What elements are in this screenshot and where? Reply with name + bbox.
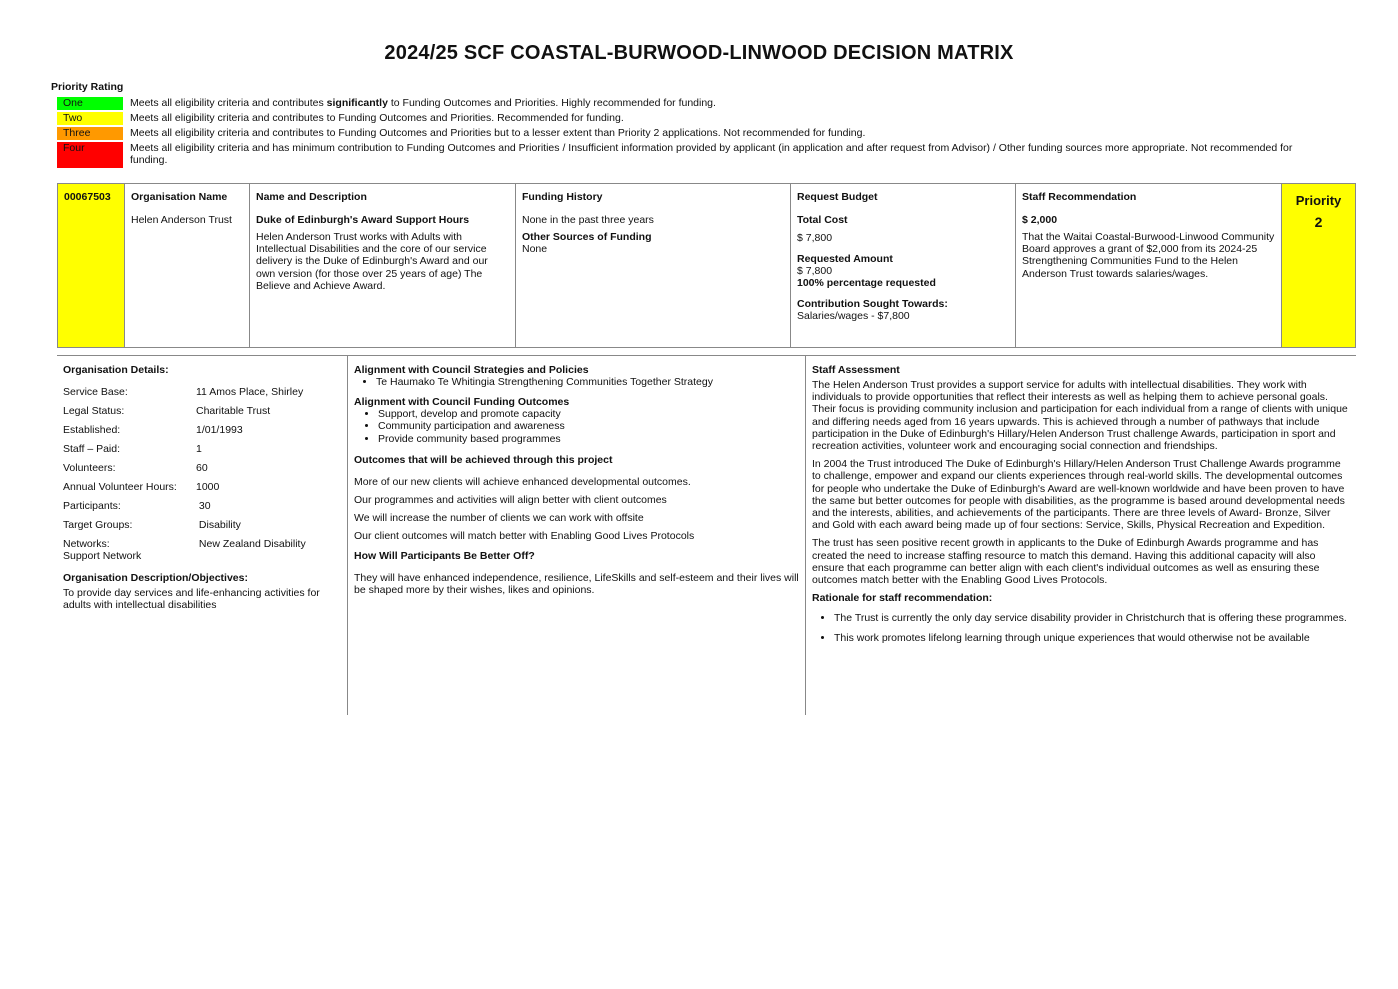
priority-heading: Priority [1295, 193, 1342, 208]
organisation-description-heading: Organisation Description/Objectives: [63, 572, 248, 584]
requested-label: Requested Amount [797, 253, 893, 265]
staff-assessment-panel [806, 356, 1356, 715]
detail-row: Participants: 30 [63, 500, 211, 512]
priority-swatch-three: Three [57, 127, 123, 140]
staff-recommendation-text: That the Waitai Coastal-Burwood-Linwood Community Board approves a grant of $2,000 from its 2024-25 Strengthening Communities Fund to the Helen Anderson Trust towards salaries/wages. [1022, 231, 1275, 280]
organisation-details-heading: Organisation Details: [63, 364, 169, 376]
page-title: 2024/25 SCF COASTAL-BURWOOD-LINWOOD DECISION MATRIX [384, 42, 1014, 64]
list-item: • The Trust is currently the only day service disability provider in Christchurch that is offering these programmes. [834, 612, 1350, 625]
project-heading: Name and Description [256, 191, 367, 203]
detail-row: Annual Volunteer Hours: 1000 [63, 481, 220, 493]
list-item: • Support, develop and promote capacity [378, 408, 799, 421]
contribution-label: Contribution Sought Towards: [797, 298, 948, 310]
contribution-value: Salaries/wages - $7,800 [797, 310, 910, 322]
requested-amount: $ 7,800 [797, 265, 833, 277]
priority-description: Meets all eligibility criteria and contributes to Funding Outcomes and Priorities. Recommended for funding. [130, 112, 624, 124]
project-outcome: More of our new clients will achieve enhanced developmental outcomes. [354, 476, 691, 488]
assessment-paragraph: In 2004 the Trust introduced The Duke of Edinburgh's Hillary/Helen Anderson Trust Challenge Awards programme to challenge, empower and expand our clients experiences through real-world skills. The developmental outcomes for people who undertake the Duke of Edinburgh's Award are well-known worldwide and have been proven to have the same but better outcomes for people with disabilities, as the programme is based around developmental needs and the interests, abilities, and achievements of the participants. There are three levels of Award- Bronze, Silver and Gold with each award being made up of four sections: Service, Skills, Physical Recreation and Expedition. [812, 458, 1345, 532]
funding-heading: Funding History [522, 191, 603, 203]
rationale-list [812, 612, 1350, 644]
budget-cell [791, 184, 1016, 347]
priority-swatch-one: One [57, 97, 123, 110]
organisation-details-panel [57, 356, 348, 715]
detail-row: Legal Status: Charitable Trust [63, 405, 271, 417]
organisation-description: To provide day services and life-enhancing activities for adults with intellectual disabilities [63, 587, 320, 612]
priority-legend-row [57, 112, 1327, 125]
strategies-heading: Alignment with Council Strategies and Policies [354, 364, 589, 376]
organisation-heading: Organisation Name [131, 191, 228, 203]
detail-row: Established: 1/01/1993 [63, 424, 243, 436]
priority-description: Meets all eligibility criteria and has minimum contribution to Funding Outcomes and Priorities / Insufficient information provided by applicant (in application and after request from Advisor) / Other funding sources more appropriate. Not recommended for funding. [130, 142, 1293, 166]
detail-row: Staff – Paid: 1 [63, 443, 202, 455]
list-item: • Community participation and awareness [378, 420, 799, 433]
detail-row: Service Base: 11 Amos Place, Shirley [63, 386, 304, 398]
priority-legend [57, 97, 1327, 170]
percentage-requested: 100% percentage requested [797, 277, 936, 289]
priority-swatch-two: Two [57, 112, 123, 125]
project-outcomes-heading: Outcomes that will be achieved through this project [354, 454, 613, 466]
application-id: 00067503 [58, 184, 125, 347]
priority-description: Meets all eligibility criteria and contributes to Funding Outcomes and Priorities but to a lesser extent than Priority 2 applications. Not recommended for funding. [130, 127, 866, 139]
priority-legend-row [57, 142, 1327, 168]
project-cell [250, 184, 516, 347]
rationale-heading: Rationale for staff recommendation: [812, 592, 993, 605]
staff-recommendation-cell [1016, 184, 1282, 347]
staff-recommendation-heading: Staff Recommendation [1022, 191, 1137, 203]
funding-outcomes-heading: Alignment with Council Funding Outcomes [354, 395, 570, 408]
funding-outcomes-list [354, 408, 799, 446]
better-off-text: They will have enhanced independence, resilience, LifeSkills and self-esteem and their lives will be shaped more by their wishes, likes and opinions. [354, 572, 799, 597]
project-outcome: We will increase the number of clients we can work with offsite [354, 512, 644, 524]
staff-recommendation-amount: $ 2,000 [1022, 214, 1058, 226]
list-item: • Te Haumako Te Whitingia Strengthening Communities Together Strategy [376, 376, 799, 389]
priority-description: Meets all eligibility criteria and contributes significantly to Funding Outcomes and Priorities. Highly recommended for funding. [130, 97, 716, 109]
priority-swatch-four: Four [57, 142, 123, 168]
application-details [57, 355, 1356, 715]
assessment-paragraph: The Helen Anderson Trust provides a support service for adults with intellectual disabilities. They work with individuals to provide opportunities that reflect their interests as well as helping them to achieve personal goals. Their focus is providing community inclusion and participation for each individual from a range of clients with unique and differing needs aged from 16 years upwards. This is achieved through a number of pathways that include participation in the Duke of Edinburgh's Hillary/Helen Anderson Trust challenge Awards, participation in sport and recreation activities, volunteer work and encouraging social connection and friendships. [812, 379, 1348, 453]
application-summary [57, 183, 1356, 348]
strategies-list [354, 376, 799, 389]
funding-history: None in the past three years [522, 214, 654, 226]
funding-cell [516, 184, 791, 347]
project-outcome: Our programmes and activities will align better with client outcomes [354, 494, 667, 506]
staff-assessment-heading: Staff Assessment [812, 364, 900, 376]
priority-legend-row [57, 127, 1327, 140]
budget-heading: Request Budget [797, 191, 878, 203]
priority-legend-row [57, 97, 1327, 110]
better-off-heading: How Will Participants Be Better Off? [354, 550, 535, 562]
networks-continuation: Support Network [63, 550, 142, 562]
list-item: • Provide community based programmes [378, 433, 799, 446]
total-cost-label: Total Cost [797, 214, 848, 226]
alignment-panel [348, 356, 806, 715]
organisation-name: Helen Anderson Trust [131, 214, 232, 226]
project-description: Helen Anderson Trust works with Adults with Intellectual Disabilities and the core of our service delivery is the Duke of Edinburgh's Award and our own version (for those over 25 years of age) The Believe and Achieve Award. [256, 231, 488, 292]
priority-value: 2 [1314, 214, 1323, 230]
project-outcome: Our client outcomes will match better with Enabling Good Lives Protocols [354, 530, 695, 542]
total-cost: $ 7,800 [797, 232, 833, 244]
detail-row: Volunteers: 60 [63, 462, 208, 474]
project-name: Duke of Edinburgh's Award Support Hours [256, 214, 470, 226]
detail-row-networks: Networks: New Zealand Disability [63, 538, 306, 550]
list-item: • This work promotes lifelong learning through unique experiences that would otherwise not be available [834, 632, 1350, 645]
detail-row: Target Groups: Disability [63, 519, 241, 531]
other-sources: None [522, 243, 548, 255]
other-sources-heading: Other Sources of Funding [522, 231, 652, 243]
priority-rating-heading: Priority Rating [51, 81, 124, 93]
organisation-cell [125, 184, 250, 347]
assessment-paragraph: The trust has seen positive recent growth in applicants to the Duke of Edinburgh Awards programme and has created the need to increase staffing resource to match this demand. Having this additional capacity will also ensure that each programme can better align with each client's individual outcomes as well as ensuring these outcomes match better with the Enabling Good Lives Protocols. [812, 537, 1320, 587]
priority-cell [1282, 184, 1355, 347]
